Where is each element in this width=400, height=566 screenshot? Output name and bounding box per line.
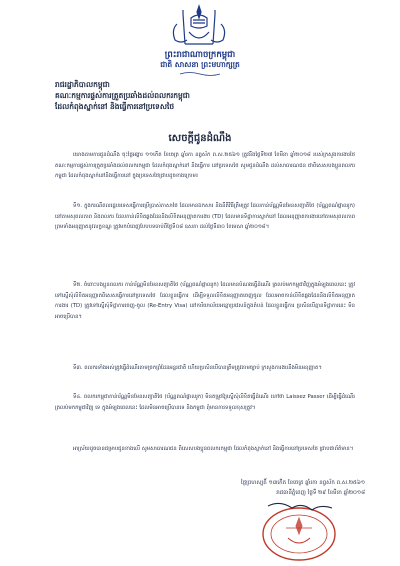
paragraph-1: ទី១. ក្នុងករណីពលរដ្ឋបរទេសធ្វើការប្រើប្រាស់ភាសាថៃ ដែលមានឯកសារ និងនីតិវិធីត្រឹមត្រូវ ដែលកាន់ប័ណ្ណមិនមែនសញ្ជាតិថៃ (ប័ណ្ណពណ៌ផ្កាឈូក) នៅតាមសុពលភាព និងពលករ ដែលកាន់លិខិតឆ្លងដែននិងលិខិតអនុញ្ញាតការងារ (TD) ដែលមានទិដ្ឋាការស្នាក់នៅ ដែលអនុញ្ញាតការងារនៅតាមសុពលភាព ព្រមទាំងអនុញ្ញាតនូវលក្ខខណ្ឌ ត្រូវមកបំពេញបែបបទចាប់ពីថ្ងៃទី០៨ ឧសភា ដល់ថ្ងៃទី៣០ ខែមេសា ឆ្នាំ២០១៨។ [55,203,355,230]
paragraph-3: ទី៣. ពលករទាំងអស់ត្រូវធ្វើដំណើរតាមច្រកព្រំដែនអន្តរជាតិ ហើយប្រសិនបើបានត្រឹមត្រូវតាមច្បាប់ ក្រសួងការងារនឹងមិនអនុញ្ញាត។ [73,365,322,371]
org-line-3: ដែលកំពុងស្នាក់នៅ និងធ្វើការនៅប្រទេសថៃ [55,102,175,111]
document-title: សេចក្ដីជូនដំណឹង [168,133,232,144]
royal-crest-icon [163,4,235,48]
closing-paragraph: អាស្រ័យដូចបានជម្រាបជូនខាងលើ សូមសាធារណជន ពិសេសបងប្អូនពលករកម្ពុជា ដែលកំពុងស្នាក់នៅ និងធ្វើការនៅប្រទេសថៃ ជ្រាបជាព័ត៌មាន។ [73,446,354,452]
ornament-divider-icon [178,71,222,77]
paragraph-4: ទី៤. ពលករកម្ពុជាកាន់ប័ណ្ណមិនមែនសញ្ជាតិថៃ (ប័ណ្ណពណ៌ផ្កាឈូក) មិនតម្រូវឱ្យស្នើសុំលិខិតធ្វើដំណើរ ហៅថា Laissez Passer ដើម្បីធ្វើដំណើរត្រលប់មកកម្ពុជាវិញ ទេ ក្នុងអំឡុងពេលនេះ ដែលមិនអាចប្រើបានទេ និងកម្ពុជា ពុំមានការទទួលខុសត្រូវ។ [55,394,355,411]
org-line-1: រាជរដ្ឋាភិបាលកម្ពុជា [55,80,110,89]
lunar-date: ថ្ងៃព្រហស្បតិ៍ ១៣កើត ខែចេត្រ ឆ្នាំរកា នព្វស័ក ព.ស.២៥៦១ [240,480,365,486]
place-date: រាជធានីភ្នំពេញ ថ្ងៃទី ២៩ ខែមីនា ឆ្នាំ២០១៨ [276,490,365,496]
official-seal-icon [258,498,340,564]
kingdom-heading: ព្រះរាជាណាចក្រកម្ពុជា [164,50,236,60]
org-line-2: គណៈកម្មការផ្ទស់ការត្រួតប្រឆាំងដល់ពលករកម្ពុជា [55,91,190,100]
national-motto: ជាតិ សាសនា ព្រះមហាក្សត្រ [160,60,240,69]
intro-paragraph: យោងតាមការជូនដំណឹង ចុះថ្ងៃអង្គារ ១១កើត ខែចេត្រ ឆ្នាំរកា នព្វស័ក ព.ស.២៥៦១ ត្រូវនឹងថ្ងៃទី២៧ ខែមីនា ឆ្នាំ២០១៨ របស់ក្រសួងការងារថៃ គណៈកម្មការផ្ទស់ការត្រួតប្រឆាំងដល់ពលករកម្ពុជា ដែលកំពុងស្នាក់នៅ និងធ្វើការ នៅប្រទេសថៃ សូមជូនដំណឹង ដល់សាធារណជន ជាពិសេសបងប្អូនពលករកម្ពុជា ដែលកំពុងស្នាក់នៅនិងធ្វើការនៅ ក្នុងប្រទេសថៃជ្រាបដូចខាងក្រោម៖ [55,152,355,179]
paragraph-2: ទី២. ចំពោះបងប្អូនពលករ កាន់ប័ណ្ណមិនមែនសញ្ជាតិថៃ (ប័ណ្ណពណ៌ផ្កាឈូក) ដែលមានបំណងធ្វើដំណើរ ត្រលប់មកកម្ពុជាវិញក្នុងអំឡុងពេលនេះ ត្រូវទៅស្នើសុំលិខិតអនុញ្ញាតពិសេសធ្វើការនៅប្រទេសថៃ ដែលខ្លួនធ្វើការ ដើម្បីទទួលលិខិតអនុញ្ញាតចេញចូល ដែលអាចកាន់លិខិតឆ្លងដែននិងលិខិតអនុញ្ញាតការងារ (TD) ត្រូវទៅស្នើសុំទិដ្ឋាការចេញ-ចូល (Re-Entry Visa) នៅការិយាល័យអន្តោប្រវេសន៍ក្នុងតំបន់ ដែលខ្លួនធ្វើការ ប្រសិនបើគ្មានទិដ្ឋាការនេះ មិនអាចប្រើបាន។ [55,282,355,320]
